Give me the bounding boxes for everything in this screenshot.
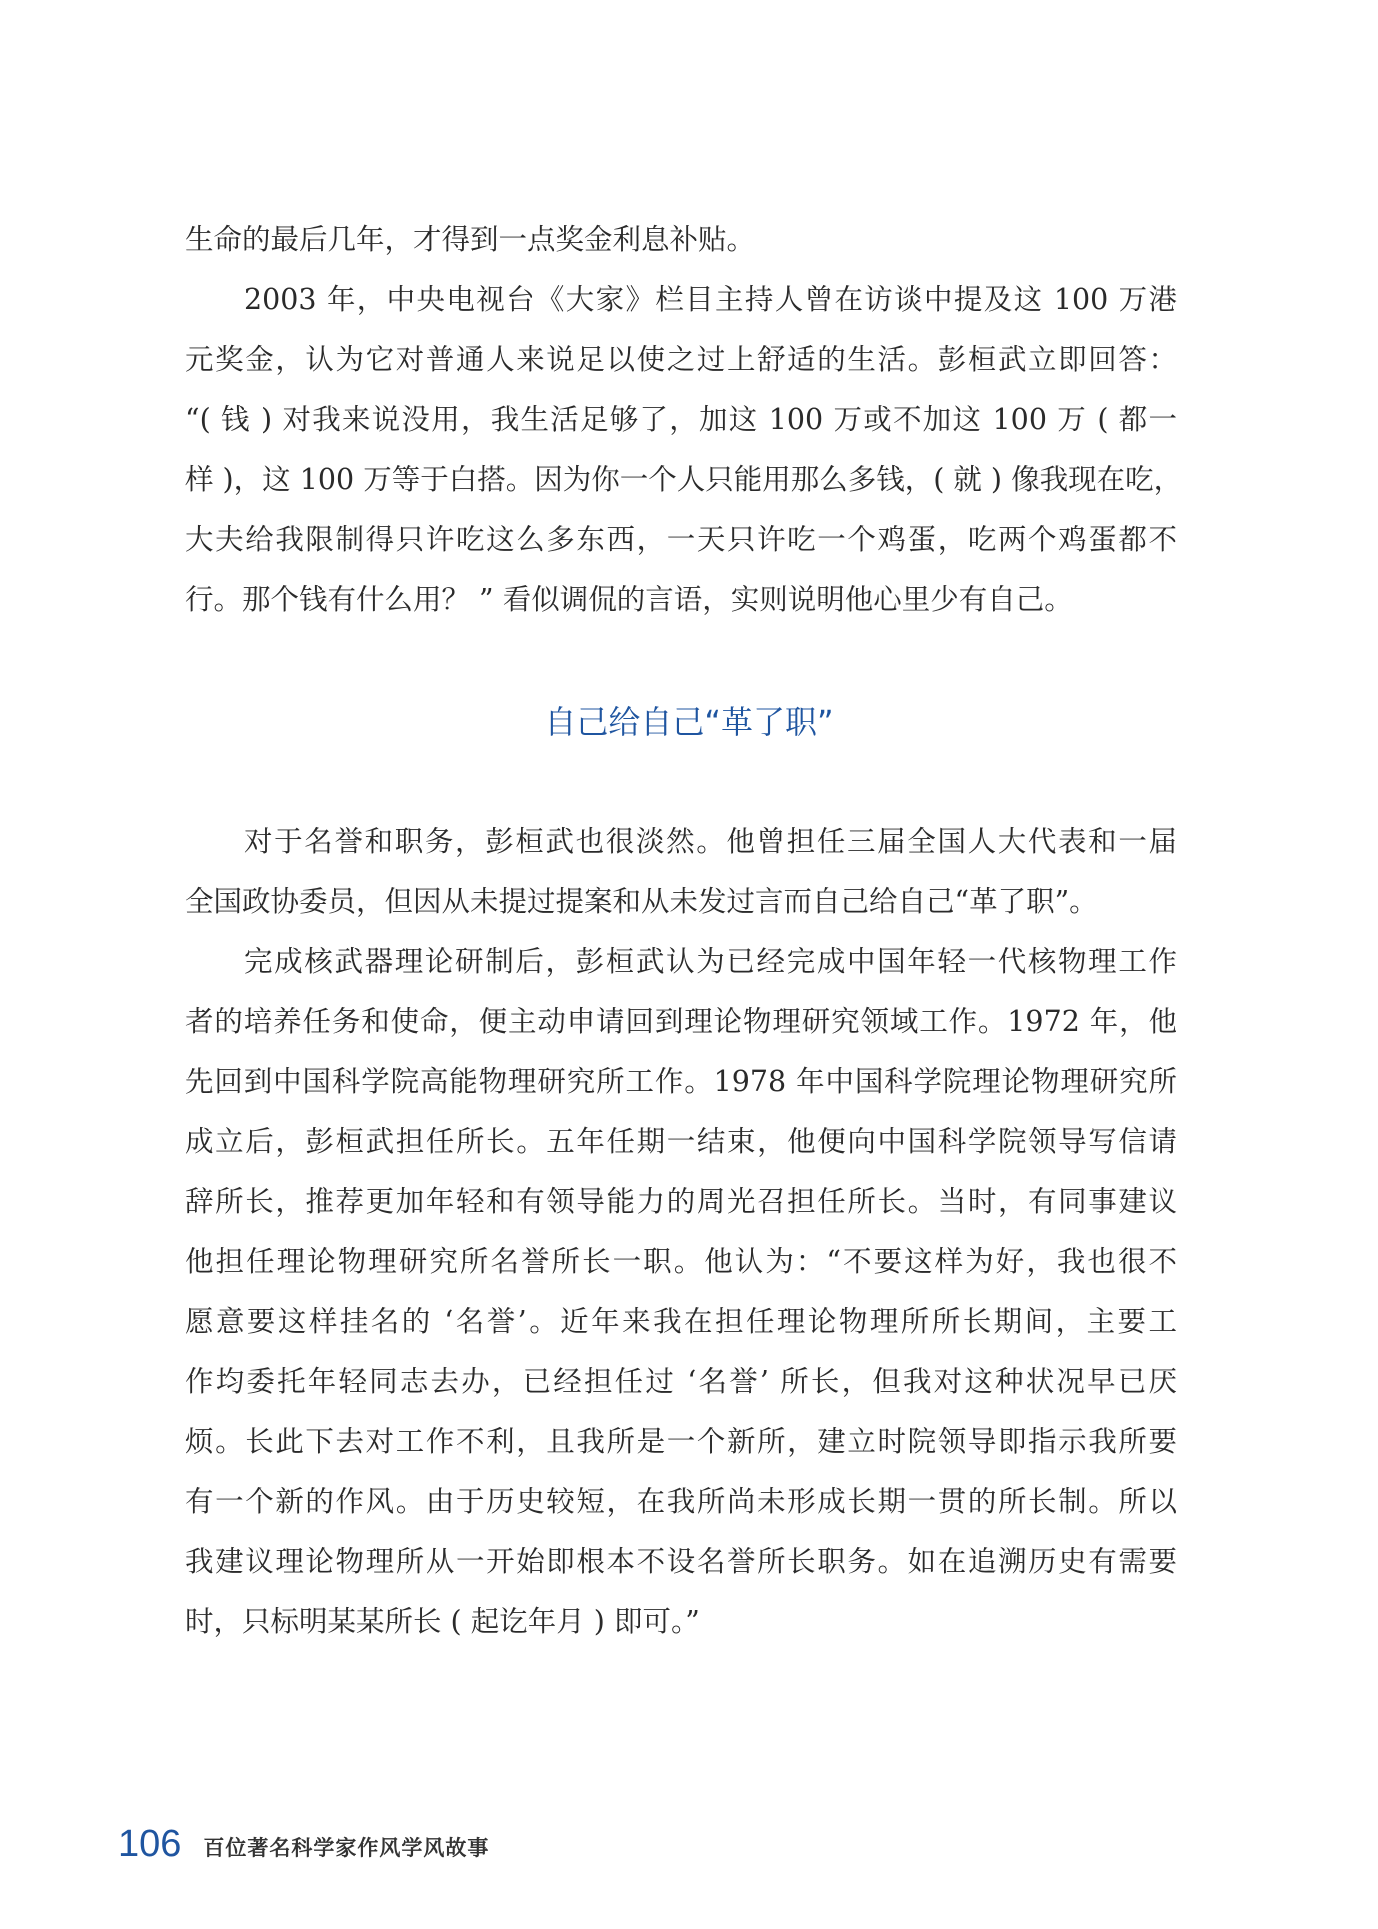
text-line: 样 )，这 100 万等于白搭。因为你一个人只能用那么多钱，( 就 ) 像我现在吃，: [185, 463, 1183, 496]
text-line: 2003 年，中央电视台《大家》栏目主持人曾在访谈中提及这 100 万港: [244, 283, 1177, 316]
body-text-top: [185, 210, 1183, 630]
text-line: 行。那个钱有什么用？ ” 看似调侃的言语，实则说明他心里少有自己。: [185, 583, 1073, 616]
body-text-bottom: [185, 812, 1177, 1652]
text-line: 成立后，彭桓武担任所长。五年任期一结束，他便向中国科学院领导写信请: [185, 1125, 1177, 1158]
page-footer: [118, 1818, 489, 1866]
text-line: 愿意要这样挂名的 ‘名誉’。近年来我在担任理论物理所所长期间，主要工: [185, 1305, 1177, 1338]
section-heading: 自己给自己“革了职”: [544, 703, 834, 741]
text-line: 全国政协委员，但因从未提过提案和从未发过言而自己给自己“革了职”。: [185, 885, 1098, 918]
text-line: 我建议理论物理所从一开始即根本不设名誉所长职务。如在追溯历史有需要: [185, 1545, 1177, 1578]
book-title: 百位著名科学家作风学风故事: [203, 1835, 490, 1860]
text-line: 大夫给我限制得只许吃这么多东西，一天只许吃一个鸡蛋，吃两个鸡蛋都不: [185, 523, 1177, 556]
text-line: 烦。长此下去对工作不利，且我所是一个新所，建立时院领导即指示我所要: [185, 1425, 1177, 1458]
text-line: 作均委托年轻同志去办，已经担任过 ‘名誉’ 所长，但我对这种状况早已厌: [185, 1365, 1177, 1398]
page-number: 106: [118, 1823, 182, 1865]
text-line: 对于名誉和职务，彭桓武也很淡然。他曾担任三届全国人大代表和一届: [244, 825, 1177, 858]
text-line: 完成核武器理论研制后，彭桓武认为已经完成中国年轻一代核物理工作: [244, 945, 1177, 978]
text-line: 先回到中国科学院高能物理研究所工作。1978 年中国科学院理论物理研究所: [185, 1065, 1177, 1098]
text-line: 时，只标明某某所长 ( 起讫年月 ) 即可。”: [185, 1605, 700, 1638]
text-line: 生命的最后几年，才得到一点奖金利息补贴。: [185, 223, 756, 256]
text-line: 者的培养任务和使命，便主动申请回到理论物理研究领域工作。1972 年，他: [185, 1005, 1177, 1038]
text-line: 辞所长，推荐更加年轻和有领导能力的周光召担任所长。当时，有同事建议: [185, 1185, 1177, 1218]
text-line: 他担任理论物理研究所名誉所长一职。他认为：“不要这样为好，我也很不: [185, 1245, 1177, 1278]
text-line: “( 钱 ) 对我来说没用，我生活足够了，加这 100 万或不加这 100 万 ( 都一: [185, 403, 1177, 436]
text-line: 元奖金，认为它对普通人来说足以使之过上舒适的生活。彭桓武立即回答：: [185, 343, 1177, 376]
text-line: 有一个新的作风。由于历史较短，在我所尚未形成长期一贯的所长制。所以: [185, 1485, 1177, 1518]
